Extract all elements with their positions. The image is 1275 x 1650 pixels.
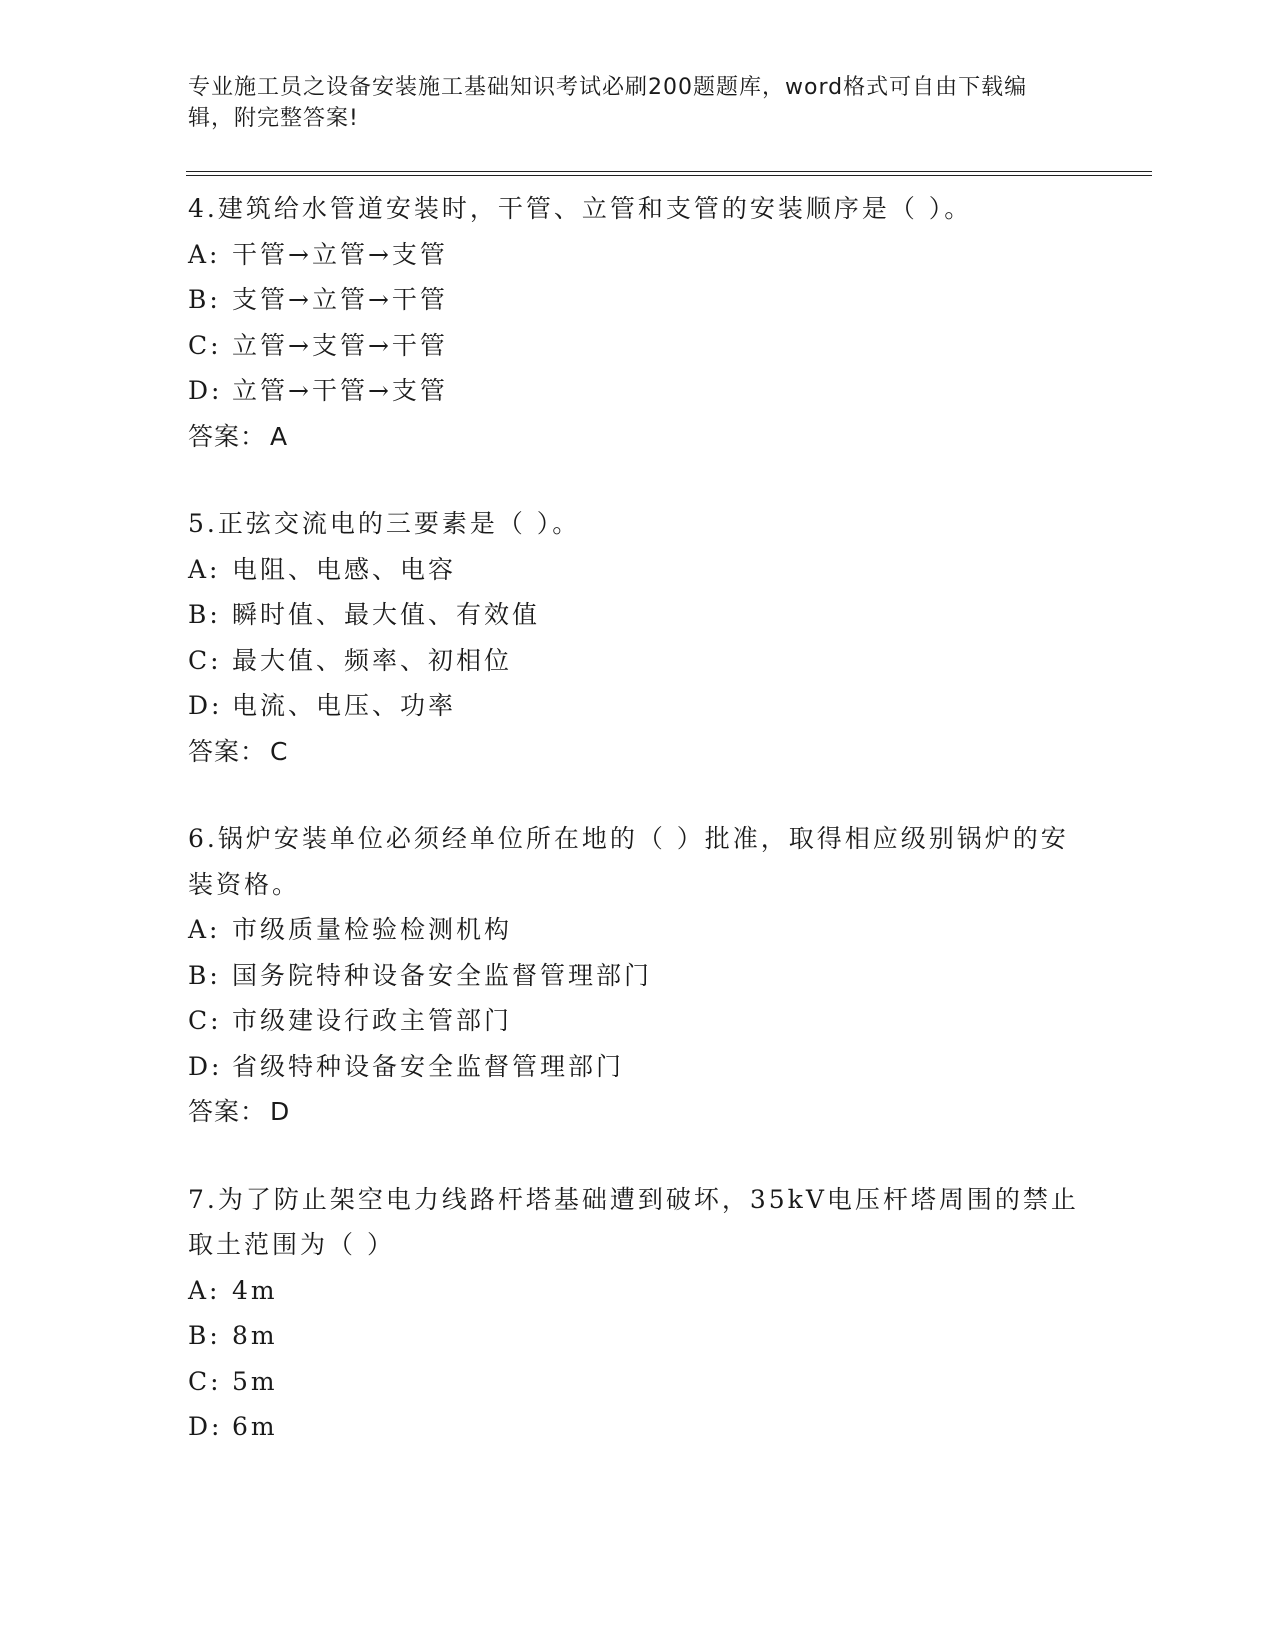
option-d <box>188 1044 1088 1090</box>
option-key: C: <box>188 1366 222 1396</box>
question-text: 7.为了防止架空电力线路杆塔基础遭到破坏，35kV电压杆塔周围的禁止取土范围为（ ） <box>188 1184 1079 1259</box>
option-text: 4m <box>232 1275 278 1305</box>
option-text: 市级质量检验检测机构 <box>232 915 513 944</box>
option-d <box>188 1404 1088 1450</box>
option-key: B: <box>188 1321 221 1350</box>
answer-label: 答案： <box>188 736 267 766</box>
option-text: 支管→立管→干管 <box>232 285 448 314</box>
option-a <box>188 547 1088 593</box>
question-item <box>188 1177 1088 1450</box>
option-text: 6m <box>232 1412 278 1441</box>
option-key: B: <box>188 285 221 314</box>
option-key: A: <box>188 554 221 584</box>
option-text: 立管→支管→干管 <box>232 330 448 360</box>
option-c <box>188 638 1088 684</box>
answer-line <box>188 1089 1088 1135</box>
answer-value: A <box>270 421 289 451</box>
option-key: B: <box>188 960 221 990</box>
option-text: 市级建设行政主管部门 <box>232 1006 513 1035</box>
answer-label: 答案： <box>188 1097 267 1126</box>
option-text: 电流、电压、功率 <box>232 691 457 720</box>
option-key: C: <box>188 330 222 360</box>
option-a <box>188 1268 1088 1314</box>
option-d <box>188 368 1088 414</box>
option-b <box>188 1313 1088 1359</box>
option-key: C: <box>188 1006 222 1035</box>
answer-label: 答案： <box>188 421 267 451</box>
option-text: 电阻、电感、电容 <box>232 554 457 584</box>
option-c <box>188 323 1088 369</box>
option-text: 省级特种设备安全监督管理部门 <box>232 1051 625 1081</box>
option-c <box>188 1359 1088 1405</box>
option-c <box>188 998 1088 1044</box>
document-header <box>188 72 1068 134</box>
option-a <box>188 232 1088 278</box>
option-a <box>188 907 1088 953</box>
option-key: C: <box>188 645 222 675</box>
option-b <box>188 592 1088 638</box>
option-text: 瞬时值、最大值、有效值 <box>232 600 541 629</box>
option-text: 5m <box>232 1366 278 1396</box>
option-d <box>188 683 1088 729</box>
header-divider-top <box>186 171 1152 172</box>
option-key: A: <box>188 239 221 269</box>
header-divider-bottom <box>186 175 1152 176</box>
option-key: D: <box>188 1051 223 1081</box>
option-text: 8m <box>232 1321 278 1350</box>
option-key: D: <box>188 691 223 720</box>
question-text: 6.锅炉安装单位必须经单位所在地的（ ）批准，取得相应级别锅炉的安装资格。 <box>188 824 1069 899</box>
option-key: A: <box>188 915 221 944</box>
document-title: 专业施工员之设备安装施工基础知识考试必刷200题题库，word格式可自由下载编辑，附完整答案! <box>188 75 1028 131</box>
option-key: B: <box>188 600 221 629</box>
option-text: 立管→干管→支管 <box>232 376 448 405</box>
option-text: 干管→立管→支管 <box>232 239 448 269</box>
option-key: D: <box>188 1412 223 1441</box>
option-key: D: <box>188 376 223 405</box>
question-list <box>188 186 1088 1492</box>
option-b <box>188 953 1088 999</box>
question-item <box>188 816 1088 1135</box>
question-text: 4.建筑给水管道安装时，干管、立管和支管的安装顺序是（ ）。 <box>188 194 973 223</box>
answer-line <box>188 729 1088 775</box>
option-key: A: <box>188 1275 221 1305</box>
question-text: 5.正弦交流电的三要素是（ ）。 <box>188 509 581 538</box>
option-text: 国务院特种设备安全监督管理部门 <box>232 960 653 990</box>
option-text: 最大值、频率、初相位 <box>232 645 513 675</box>
answer-value: C <box>270 736 289 766</box>
option-b <box>188 277 1088 323</box>
answer-line <box>188 414 1088 460</box>
answer-value: D <box>270 1097 291 1126</box>
question-item <box>188 501 1088 774</box>
question-item <box>188 186 1088 459</box>
